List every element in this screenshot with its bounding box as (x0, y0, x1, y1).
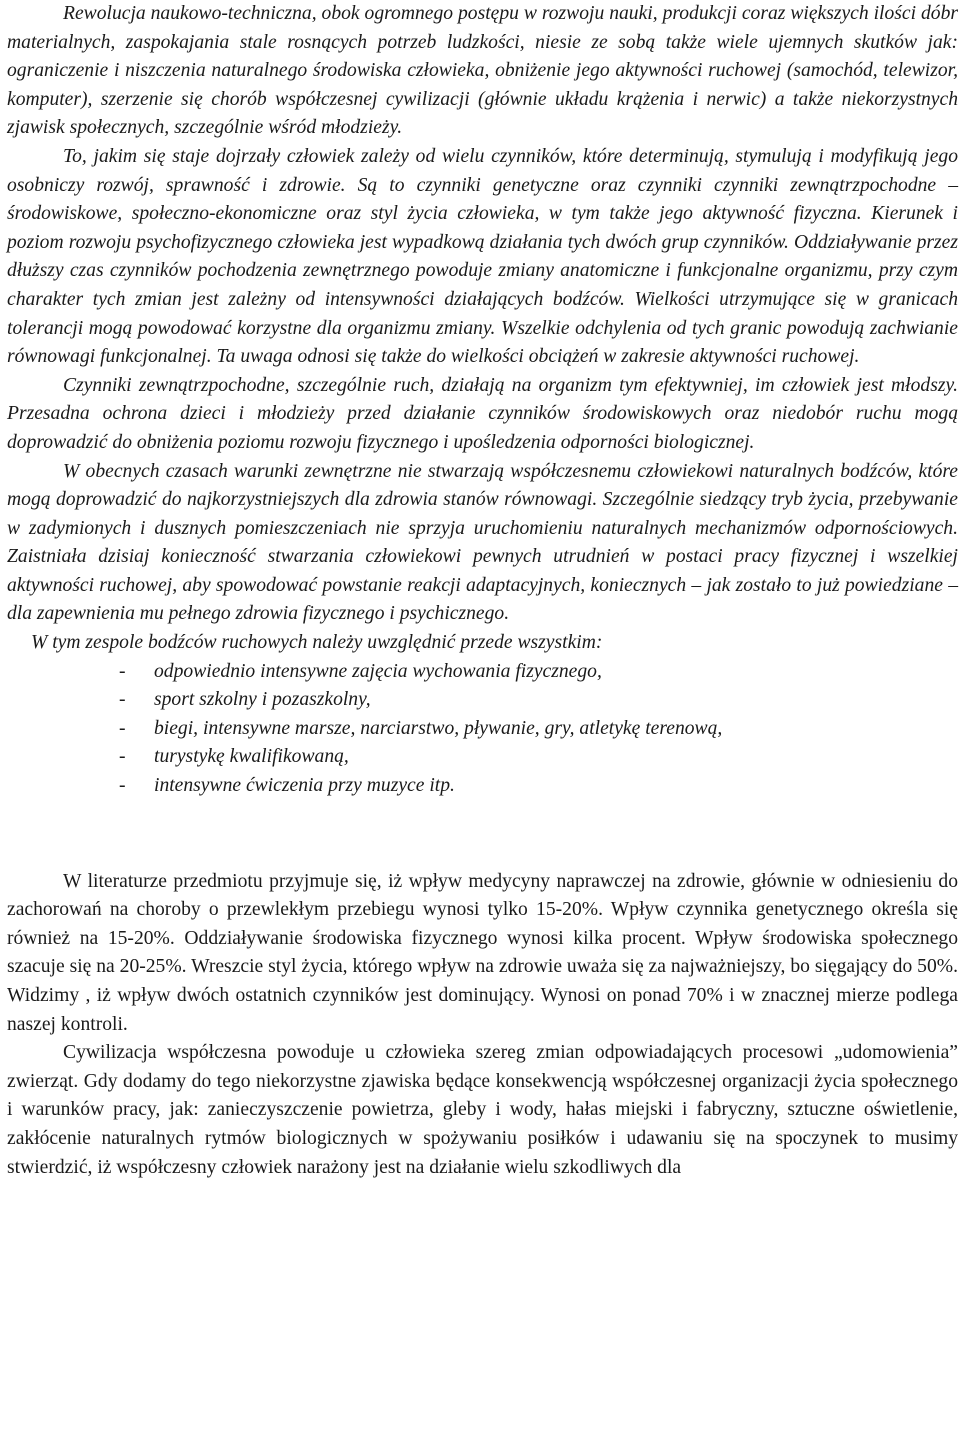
stimuli-list (7, 658, 958, 801)
document-page (7, 0, 958, 1182)
list-dash: - (119, 746, 126, 768)
paragraph-intro: Rewolucja naukowo-techniczna, obok ogromnego postępu w rozwoju nauki, produkcji coraz większych ilości dóbr materialnych, zaspokajania stale rosnących potrzeb ludzkości, niesie ze sobą także wiele ujemnych skutków jak: ograniczenie i niszczenia naturalnego środowiska człowieka, obniżenie jego aktywności ruchowej (samochód, telewizor, komputer), szerzenie się chorób współczesnej cywilizacji (głównie układu krążenia i nerwic) a także niekorzystnych zjawisk społecznych, szczególnie wśród młodzieży. (7, 3, 958, 139)
paragraph-factors: To, jakim się staje dojrzały człowiek zależy od wielu czynników, które determinują, stymulują i modyfikują jego osobniczy rozwój, sprawność i zdrowie. Są to czynniki genetyczne oraz czynniki czynniki zewnątrzpochodne – środowiskowe, społeczno-ekonomiczne oraz styl życia człowieka, w tym także jego aktywność fizyczna. Kierunek i poziom rozwoju psychofizycznego człowieka jest wypadkową działania tych dwóch grup czynników. Oddziaływanie przez dłuższy czas czynników pochodzenia zewnętrznego powoduje zmiany anatomiczne i funkcjonalne organizmu, przy czym charakter tych zmian jest zależny od intensywności działających bodźców. Wielkości utrzymujące się w granicach tolerancji mogą powodować korzystne dla organizmu zmiany. Wszelkie odchylenia od tych granic powodują zachwianie równowagi funkcjonalnej. Ta uwaga odnosi się także do wielkości obciążeń w zakresie aktywności ruchowej. (7, 145, 958, 368)
list-dash: - (119, 660, 126, 682)
blank-space (7, 801, 958, 868)
list-item: - sport szkolny i pozaszkolny, (119, 686, 958, 715)
paragraph-modern-conditions: W obecnych czasach warunki zewnętrzne nie stwarzają współczesnemu człowiekowi naturalnych bodźców, które mogą doprowadzić do najkorzystniejszych dla zdrowia stanów równowagi. Szczególnie siedzący tryb życia, przebywanie w zadymionych i dusznych pomieszczeniach nie sprzyja uruchomieniu naturalnych mechanizmów odpornościowych. Zaistniała dzisiaj konieczność stwarzania człowiekowi pewnych utrudnień w postaci pracy fizycznej i wszelkiej aktywności ruchowej, aby spowodować powstanie reakcji adaptacyjnych, koniecznych – jak zostało to już powiedziane – dla zapewnienia mu pełnego zdrowia fizycznego i psychicznego. (7, 460, 958, 625)
paragraph-health-influence: W literaturze przedmiotu przyjmuje się, iż wpływ medycyny naprawczej na zdrowie, głównie w odniesieniu do zachorowań na choroby o przewlekłym przebiegu wynosi tylko 15-20%. Wpływ czynnika genetycznego określa się również na 15-20%. Oddziaływanie środowiska fizycznego wynosi kilka procent. Wpływ środowiska społecznego szacuje się na 20-25%. Wreszcie styl życia, którego wpływ na zdrowie uważa się za najważniejszy, bo sięgający do 50%. Widzimy , iż wpływ dwóch ostatnich czynników jest dominujący. Wynosi on ponad 70% i w znacznej mierze podlega naszej kontroli. (7, 870, 958, 1035)
list-dash: - (119, 717, 126, 739)
paragraph-stimuli-intro: W tym zespole bodźców ruchowych należy uwzględnić przede wszystkim: (31, 632, 603, 654)
list-dash: - (119, 689, 126, 711)
paragraph-civilization: Cywilizacja współczesna powoduje u człowieka szereg zmian odpowiadających procesowi „udomowienia” zwierząt. Gdy dodamy do tego niekorzystne zjawiska będące konsekwencją współczesnej organizacji życia społecznego i warunków pracy, jak: zanieczyszczenie powietrza, gleby i wody, hałas miejski i fabryczny, sztuczne oświetlenie, zakłócenie naturalnych rytmów biologicznych w spożywaniu posiłków i udawaniu się na spoczynek to musimy stwierdzić, iż współczesny człowiek narażony jest na działanie wielu szkodliwych dla (7, 1042, 958, 1178)
list-dash: - (119, 775, 126, 797)
list-item: - turystykę kwalifikowaną, (119, 743, 958, 772)
list-item: - biegi, intensywne marsze, narciarstwo, pływanie, gry, atletykę terenową, (119, 715, 958, 744)
list-item: - odpowiednio intensywne zajęcia wychowania fizycznego, (119, 658, 958, 687)
paragraph-external-factors: Czynniki zewnątrzpochodne, szczególnie ruch, działają na organizm tym efektywniej, im człowiek jest młodszy. Przesadna ochrona dzieci i młodzieży przed działanie czynników środowiskowych oraz niedobór ruchu mogą doprowadzić do obniżenia poziomu rozwoju fizycznego i upośledzenia odporności biologicznej. (7, 374, 958, 453)
list-item: - intensywne ćwiczenia przy muzyce itp. (119, 772, 958, 801)
